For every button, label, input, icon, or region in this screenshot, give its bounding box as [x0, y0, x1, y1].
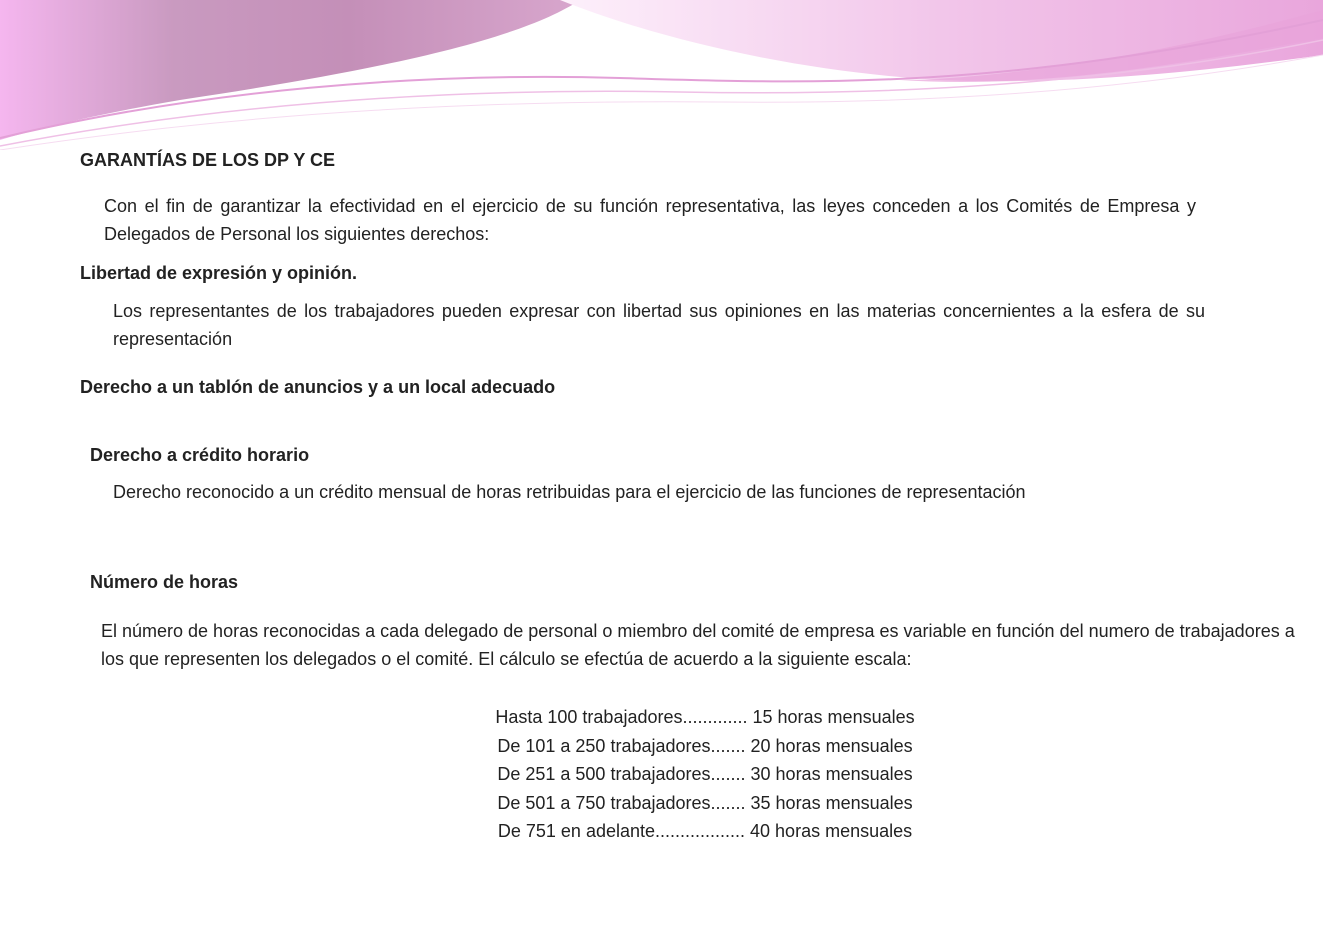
intro-paragraph: Con el fin de garantizar la efectividad en el ejercicio de su función representativa, las leyes conceden a los Comités de Empresa y Delegados de Personal los siguientes derechos:	[104, 196, 1196, 244]
heading-numero-horas: Número de horas	[90, 572, 239, 592]
scale-row: De 751 en adelante.................. 40 horas mensuales	[497, 821, 913, 841]
header-wave-decoration	[0, 0, 1323, 150]
scale-row: De 251 a 500 trabajadores....... 30 horas mensuales	[497, 764, 913, 784]
heading-credito-horario: Derecho a crédito horario	[90, 445, 310, 465]
page-title: GARANTÍAS DE LOS DP Y CE	[80, 150, 336, 170]
libertad-paragraph: Los representantes de los trabajadores pueden expresar con libertad sus opiniones en las materias concernientes a la esfera de su representación	[113, 301, 1205, 349]
heading-libertad: Libertad de expresión y opinión.	[80, 263, 358, 283]
hours-scale-list	[440, 703, 970, 846]
scale-row: De 501 a 750 trabajadores....... 35 horas mensuales	[497, 792, 913, 813]
scale-row: De 101 a 250 trabajadores....... 20 horas mensuales	[497, 735, 913, 756]
numero-paragraph: El número de horas reconocidas a cada delegado de personal o miembro del comité de empresa es variable en función del numero de trabajadores a los que representen los delegados o el comité. El cálculo se efectúa de acuerdo a la siguiente escala:	[101, 621, 1295, 669]
heading-tablon: Derecho a un tablón de anuncios y a un local adecuado	[80, 377, 556, 397]
scale-row: Hasta 100 trabajadores............. 15 horas mensuales	[495, 707, 915, 727]
credito-paragraph: Derecho reconocido a un crédito mensual de horas retribuidas para el ejercicio de las funciones de representación	[113, 482, 1026, 502]
